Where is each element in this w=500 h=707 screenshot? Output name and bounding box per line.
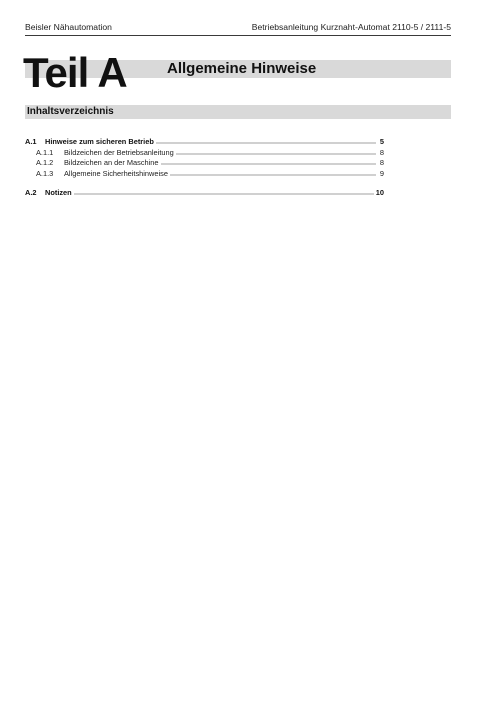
header-left-company: Beisler Nähautomation [25,22,112,32]
toc-entry-title: Bildzeichen der Betriebsanleitung [64,147,174,157]
toc-entry-number: A.1.1 [36,147,54,157]
toc-entry-number: A.1.3 [36,168,54,178]
part-title: Teil A [23,49,127,96]
toc-entry-a1-2[interactable] [25,158,384,169]
toc-entry-number: A.2 [25,188,37,197]
toc-entry-title: Bildzeichen an der Maschine [64,158,159,167]
toc-dot-leader [161,159,377,165]
toc-entry-a1-3[interactable] [25,169,384,180]
toc-entry-page: 10 [375,188,384,197]
toc-entry-number: A.1.2 [36,158,54,167]
toc-entry-page: 8 [379,147,384,157]
toc-dot-leader [74,189,374,195]
toc-entry-a1[interactable] [25,137,384,148]
toc-entry-page: 8 [379,158,384,167]
toc-group-a1 [25,137,384,179]
toc-entry-a2[interactable] [25,188,384,199]
toc-group-a2 [25,188,384,199]
toc-dot-leader [156,138,376,144]
toc-entry-page: 5 [379,137,384,146]
toc-entry-page: 9 [379,168,384,178]
toc-entry-a1-1[interactable] [25,148,384,159]
toc-entry-title: Hinweise zum sicheren Betrieb [45,137,154,146]
toc-heading: Inhaltsverzeichnis [27,106,114,117]
toc-entry-number: A.1 [25,137,37,146]
toc-entry-title: Allgemeine Sicherheitshinweise [64,168,168,178]
toc-dot-leader [170,170,376,176]
toc-dot-leader [176,149,376,155]
header-rule [25,35,451,36]
toc-entry-title: Notizen [45,188,72,197]
header-right-document-title: Betriebsanleitung Kurznaht-Automat 2110-5 / 2111-5 [251,22,451,32]
section-title: Allgemeine Hinweise [167,60,317,77]
